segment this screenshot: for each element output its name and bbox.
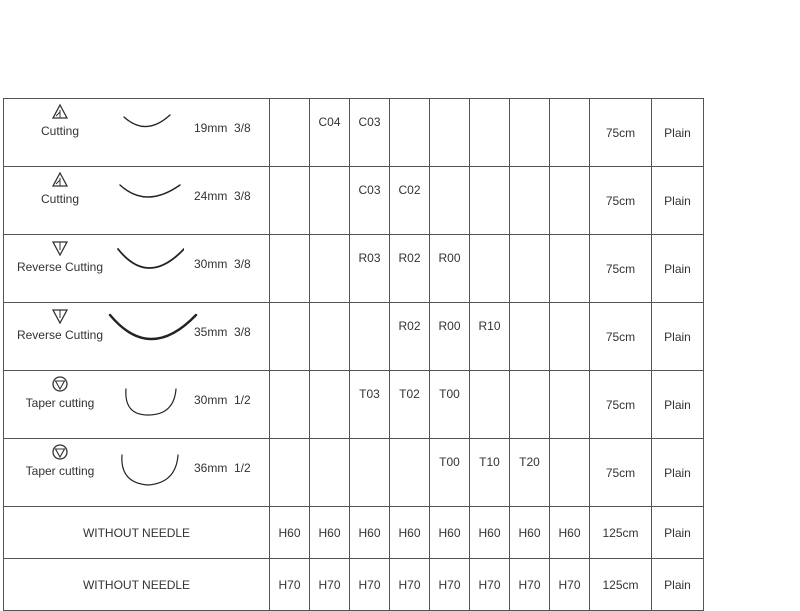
product-code-cell: H60: [390, 507, 430, 559]
product-code-cell: H70: [430, 559, 470, 611]
needle-size-label: 24mm 3/8: [194, 189, 251, 203]
table-body: [4, 99, 796, 611]
product-code-cell: [550, 235, 590, 303]
product-code-cell: [270, 371, 310, 439]
needle-curve-icon: [104, 175, 184, 221]
needle-curve-icon: [104, 311, 200, 357]
suture-length-cell: 125cm: [590, 559, 652, 611]
product-code-cell: [310, 371, 350, 439]
product-code-cell: T00: [430, 439, 470, 507]
product-code-cell: R00: [430, 303, 470, 371]
product-code-cell: [510, 371, 550, 439]
empty-trailing-cell: [704, 371, 796, 439]
suture-spec-table: [3, 98, 796, 611]
product-code-cell: [350, 303, 390, 371]
product-code-cell: [350, 439, 390, 507]
finish-cell: Plain: [652, 439, 704, 507]
needle-type-label: Taper cutting: [25, 396, 95, 410]
needle-size-label: 36mm 1/2: [194, 461, 251, 475]
product-code-cell: H60: [510, 507, 550, 559]
product-code-cell: [270, 167, 310, 235]
empty-trailing-cell: [704, 507, 796, 559]
empty-trailing-cell: [704, 167, 796, 235]
table-row: [4, 507, 796, 559]
needle-size-label: 30mm 1/2: [194, 393, 251, 407]
product-code-cell: R03: [350, 235, 390, 303]
cutting-triangle-icon: [51, 171, 69, 189]
product-code-cell: C03: [350, 99, 390, 167]
table-row: [4, 303, 796, 371]
product-code-cell: [550, 167, 590, 235]
product-code-cell: [550, 303, 590, 371]
cutting-triangle-icon: [51, 103, 69, 121]
product-code-cell: H70: [550, 559, 590, 611]
needle-description-cell: [4, 167, 270, 235]
finish-cell: Plain: [652, 507, 704, 559]
needle-type-label: Cutting: [40, 192, 80, 206]
product-code-cell: H70: [270, 559, 310, 611]
table-row: [4, 235, 796, 303]
needle-description-cell: [4, 235, 270, 303]
needle-type-label: Reverse Cutting: [16, 260, 104, 274]
product-code-cell: [270, 439, 310, 507]
product-code-cell: R02: [390, 235, 430, 303]
needle-type: [4, 103, 116, 138]
product-code-cell: T20: [510, 439, 550, 507]
finish-cell: Plain: [652, 167, 704, 235]
needle-symbol: [4, 171, 116, 191]
product-code-cell: [430, 167, 470, 235]
needle-type: [4, 307, 116, 342]
needle-type-label: Cutting: [40, 124, 80, 138]
product-code-cell: H60: [350, 507, 390, 559]
product-code-cell: [550, 371, 590, 439]
needle-symbol: [4, 103, 116, 123]
product-code-cell: T03: [350, 371, 390, 439]
needle-description-cell: [4, 371, 270, 439]
product-code-cell: [270, 99, 310, 167]
needle-description-cell: [4, 99, 270, 167]
product-code-cell: C04: [310, 99, 350, 167]
product-code-cell: [510, 167, 550, 235]
needle-curve-icon: [104, 379, 184, 425]
product-code-cell: [310, 235, 350, 303]
finish-cell: Plain: [652, 99, 704, 167]
taper-cutting-circle-icon: [51, 375, 69, 393]
finish-cell: Plain: [652, 235, 704, 303]
product-code-cell: T02: [390, 371, 430, 439]
needle-type: [4, 375, 116, 410]
product-code-cell: H70: [310, 559, 350, 611]
needle-type-label: Taper cutting: [25, 464, 95, 478]
needle-type: [4, 239, 116, 274]
product-code-cell: [270, 303, 310, 371]
needle-curve-icon: [104, 447, 184, 493]
product-code-cell: [270, 235, 310, 303]
finish-cell: Plain: [652, 303, 704, 371]
product-code-cell: [510, 303, 550, 371]
product-code-cell: H60: [470, 507, 510, 559]
finish-cell: Plain: [652, 559, 704, 611]
needle-size-label: 35mm 3/8: [194, 325, 251, 339]
suture-length-cell: 75cm: [590, 99, 652, 167]
product-code-cell: T00: [430, 371, 470, 439]
product-code-cell: [390, 99, 430, 167]
product-code-cell: R02: [390, 303, 430, 371]
suture-length-cell: 75cm: [590, 303, 652, 371]
product-code-cell: C03: [350, 167, 390, 235]
product-code-cell: H60: [430, 507, 470, 559]
without-needle-label: WITHOUT NEEDLE: [4, 559, 270, 611]
product-code-cell: H60: [550, 507, 590, 559]
table-row: [4, 167, 796, 235]
product-code-cell: [470, 371, 510, 439]
reverse-cutting-triangle-icon: [51, 307, 69, 325]
product-code-cell: H70: [510, 559, 550, 611]
needle-curve-icon: [104, 107, 184, 153]
product-code-cell: T10: [470, 439, 510, 507]
suture-table-frame: [3, 98, 795, 592]
product-code-cell: [510, 235, 550, 303]
reverse-cutting-triangle-icon: [51, 239, 69, 257]
suture-length-cell: 75cm: [590, 371, 652, 439]
empty-trailing-cell: [704, 439, 796, 507]
product-code-cell: [550, 439, 590, 507]
product-code-cell: H70: [470, 559, 510, 611]
empty-trailing-cell: [704, 99, 796, 167]
needle-type: [4, 443, 116, 478]
product-code-cell: [470, 167, 510, 235]
product-code-cell: [310, 439, 350, 507]
empty-trailing-cell: [704, 303, 796, 371]
product-code-cell: [470, 99, 510, 167]
suture-length-cell: 75cm: [590, 235, 652, 303]
needle-size-label: 30mm 3/8: [194, 257, 251, 271]
product-code-cell: C02: [390, 167, 430, 235]
empty-trailing-cell: [704, 235, 796, 303]
without-needle-label: WITHOUT NEEDLE: [4, 507, 270, 559]
product-code-cell: H60: [270, 507, 310, 559]
needle-description-cell: [4, 439, 270, 507]
suture-length-cell: 125cm: [590, 507, 652, 559]
product-code-cell: [510, 99, 550, 167]
product-code-cell: R10: [470, 303, 510, 371]
needle-symbol: [4, 307, 116, 327]
suture-length-cell: 75cm: [590, 167, 652, 235]
product-code-cell: [550, 99, 590, 167]
needle-symbol: [4, 443, 116, 463]
table-row: [4, 371, 796, 439]
product-code-cell: H70: [390, 559, 430, 611]
finish-cell: Plain: [652, 371, 704, 439]
suture-length-cell: 75cm: [590, 439, 652, 507]
table-row: [4, 559, 796, 611]
product-code-cell: [310, 303, 350, 371]
taper-cutting-circle-icon: [51, 443, 69, 461]
needle-curve-icon: [104, 243, 184, 289]
product-code-cell: [310, 167, 350, 235]
needle-type: [4, 171, 116, 206]
needle-description-cell: [4, 303, 270, 371]
product-code-cell: H60: [310, 507, 350, 559]
needle-symbol: [4, 375, 116, 395]
product-code-cell: [390, 439, 430, 507]
table-row: [4, 99, 796, 167]
table-row: [4, 439, 796, 507]
product-code-cell: [470, 235, 510, 303]
empty-trailing-cell: [704, 559, 796, 611]
product-code-cell: [430, 99, 470, 167]
product-code-cell: R00: [430, 235, 470, 303]
product-code-cell: H70: [350, 559, 390, 611]
needle-type-label: Reverse Cutting: [16, 328, 104, 342]
needle-size-label: 19mm 3/8: [194, 121, 251, 135]
needle-symbol: [4, 239, 116, 259]
